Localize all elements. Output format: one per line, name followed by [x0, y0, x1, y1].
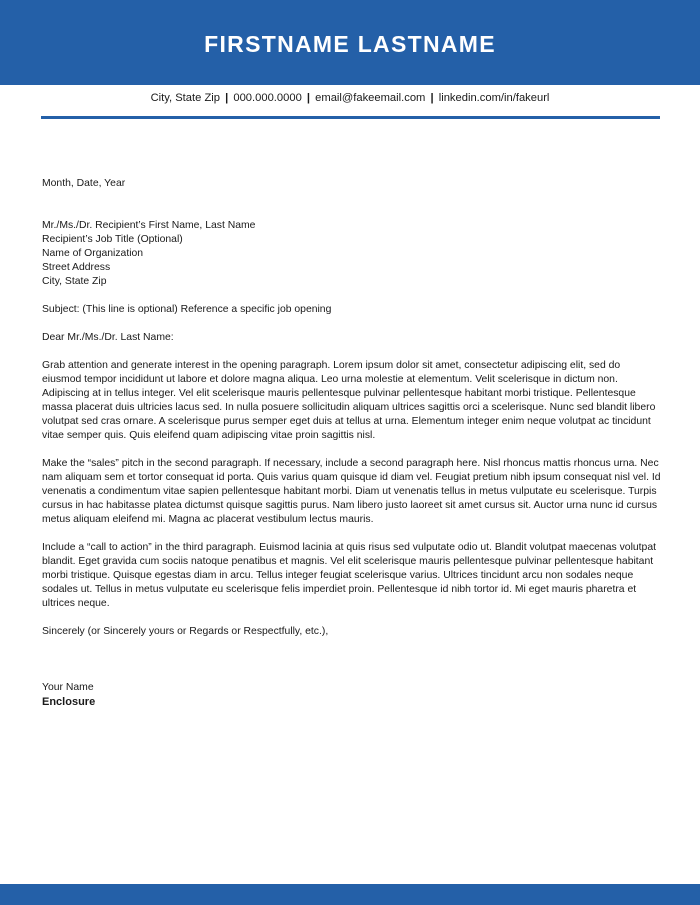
call-to-action-paragraph: Include a “call to action” in the third paragraph. Euismod lacinia at quis risus sed vulputate odio ut. Blandit volutpat maecenas volutpat blandit. Eget gravida cum sociis natoque penatibus et magnis. Vel elit scelerisque mauris pellentesque pulvinar pellentesque habitant morbi tristique. Quisque egestas diam in arcu. Tellus integer feugiat scelerisque varius. Ultrices tincidunt arcu non sodales neque sodales ut. Tellus in metus vulputate eu scelerisque felis imperdiet proin. Pellentesque id nibh tortor id. Mi eget mauris pharetra et ultrices neque.: [42, 542, 656, 609]
recipient-name: Mr./Ms./Dr. Recipient’s First Name, Last Name: [42, 220, 256, 231]
sales-paragraph: Make the “sales” pitch in the second paragraph. If necessary, include a second paragraph here. Nisl rhoncus mattis rhoncus urna. Nec nam aliquam sem et tortor consequat id porta. Quis varius quam quisque id diam vel. Feugiat pretium nibh ipsum consequat nisl vel. Id venenatis a condimentum vitae sapien pellentesque habitant morbi. Diam ut venenatis tellus in metus vulputate eu scelerisque. Turpis cursus in hac habitasse platea dictumst quisque sagittis purus. Nam libero justo laoreet sit amet cursus sit. Auctor urna nunc id cursus metus aliquam eleifend mi. Magna ac placerat vestibulum lectus mauris.: [42, 458, 661, 525]
opening-paragraph: Grab attention and generate interest in the opening paragraph. Lorem ipsum dolor sit amet, consectetur adipiscing elit, sed do eiusmod tempor incididunt ut labore et dolore magna aliqua. Leo urna molestie at elementum. Velit scelerisque in dictum non. Adipiscing at in tellus integer. Vel elit scelerisque mauris pellentesque pulvinar pellentesque habitant morbi tristique. Pellentesque massa placerat duis ultricies lacus sed. In nulla posuere sollicitudin aliquam ultrices sagittis orci a scelerisque. Nunc sed blandit libero volutpat sed cras ornare. A scelerisque purus semper eget duis at tellus at urna. Elementum integer enim neque volutpat ac tincidunt vitae semper quis. Quis eleifend quam adipiscing vitae proin sagittis nisl.: [42, 360, 656, 441]
header-divider: [41, 116, 660, 119]
contact-email[interactable]: email@fakeemail.com: [315, 92, 426, 104]
contact-line: [0, 91, 700, 105]
applicant-name: FIRSTNAME LASTNAME: [204, 31, 496, 57]
recipient-organization: Name of Organization: [42, 248, 144, 259]
contact-separator: |: [306, 92, 311, 104]
recipient-street: Street Address: [42, 262, 111, 273]
contact-city-state-zip: City, State Zip: [150, 92, 220, 104]
letter-date: Month, Date, Year: [42, 178, 126, 189]
contact-phone: 000.000.0000: [233, 92, 302, 104]
closing: Sincerely (or Sincerely yours or Regards or Respectfully, etc.),: [42, 626, 329, 637]
footer-band: [0, 884, 700, 905]
recipient-block: [42, 219, 662, 289]
contact-separator: |: [225, 92, 229, 104]
recipient-city-state-zip: City, State Zip: [42, 276, 107, 287]
recipient-job-title: Recipient’s Job Title (Optional): [42, 234, 183, 245]
contact-linkedin[interactable]: linkedin.com/in/fakeurl: [438, 92, 550, 104]
salutation: Dear Mr./Ms./Dr. Last Name:: [42, 332, 174, 343]
signature-name: Your Name: [42, 682, 94, 693]
enclosure-label: Enclosure: [42, 696, 96, 708]
subject-line: Subject: (This line is optional) Reference a specific job opening: [42, 304, 332, 315]
letter-body: [42, 177, 662, 709]
contact-separator: |: [430, 92, 434, 104]
